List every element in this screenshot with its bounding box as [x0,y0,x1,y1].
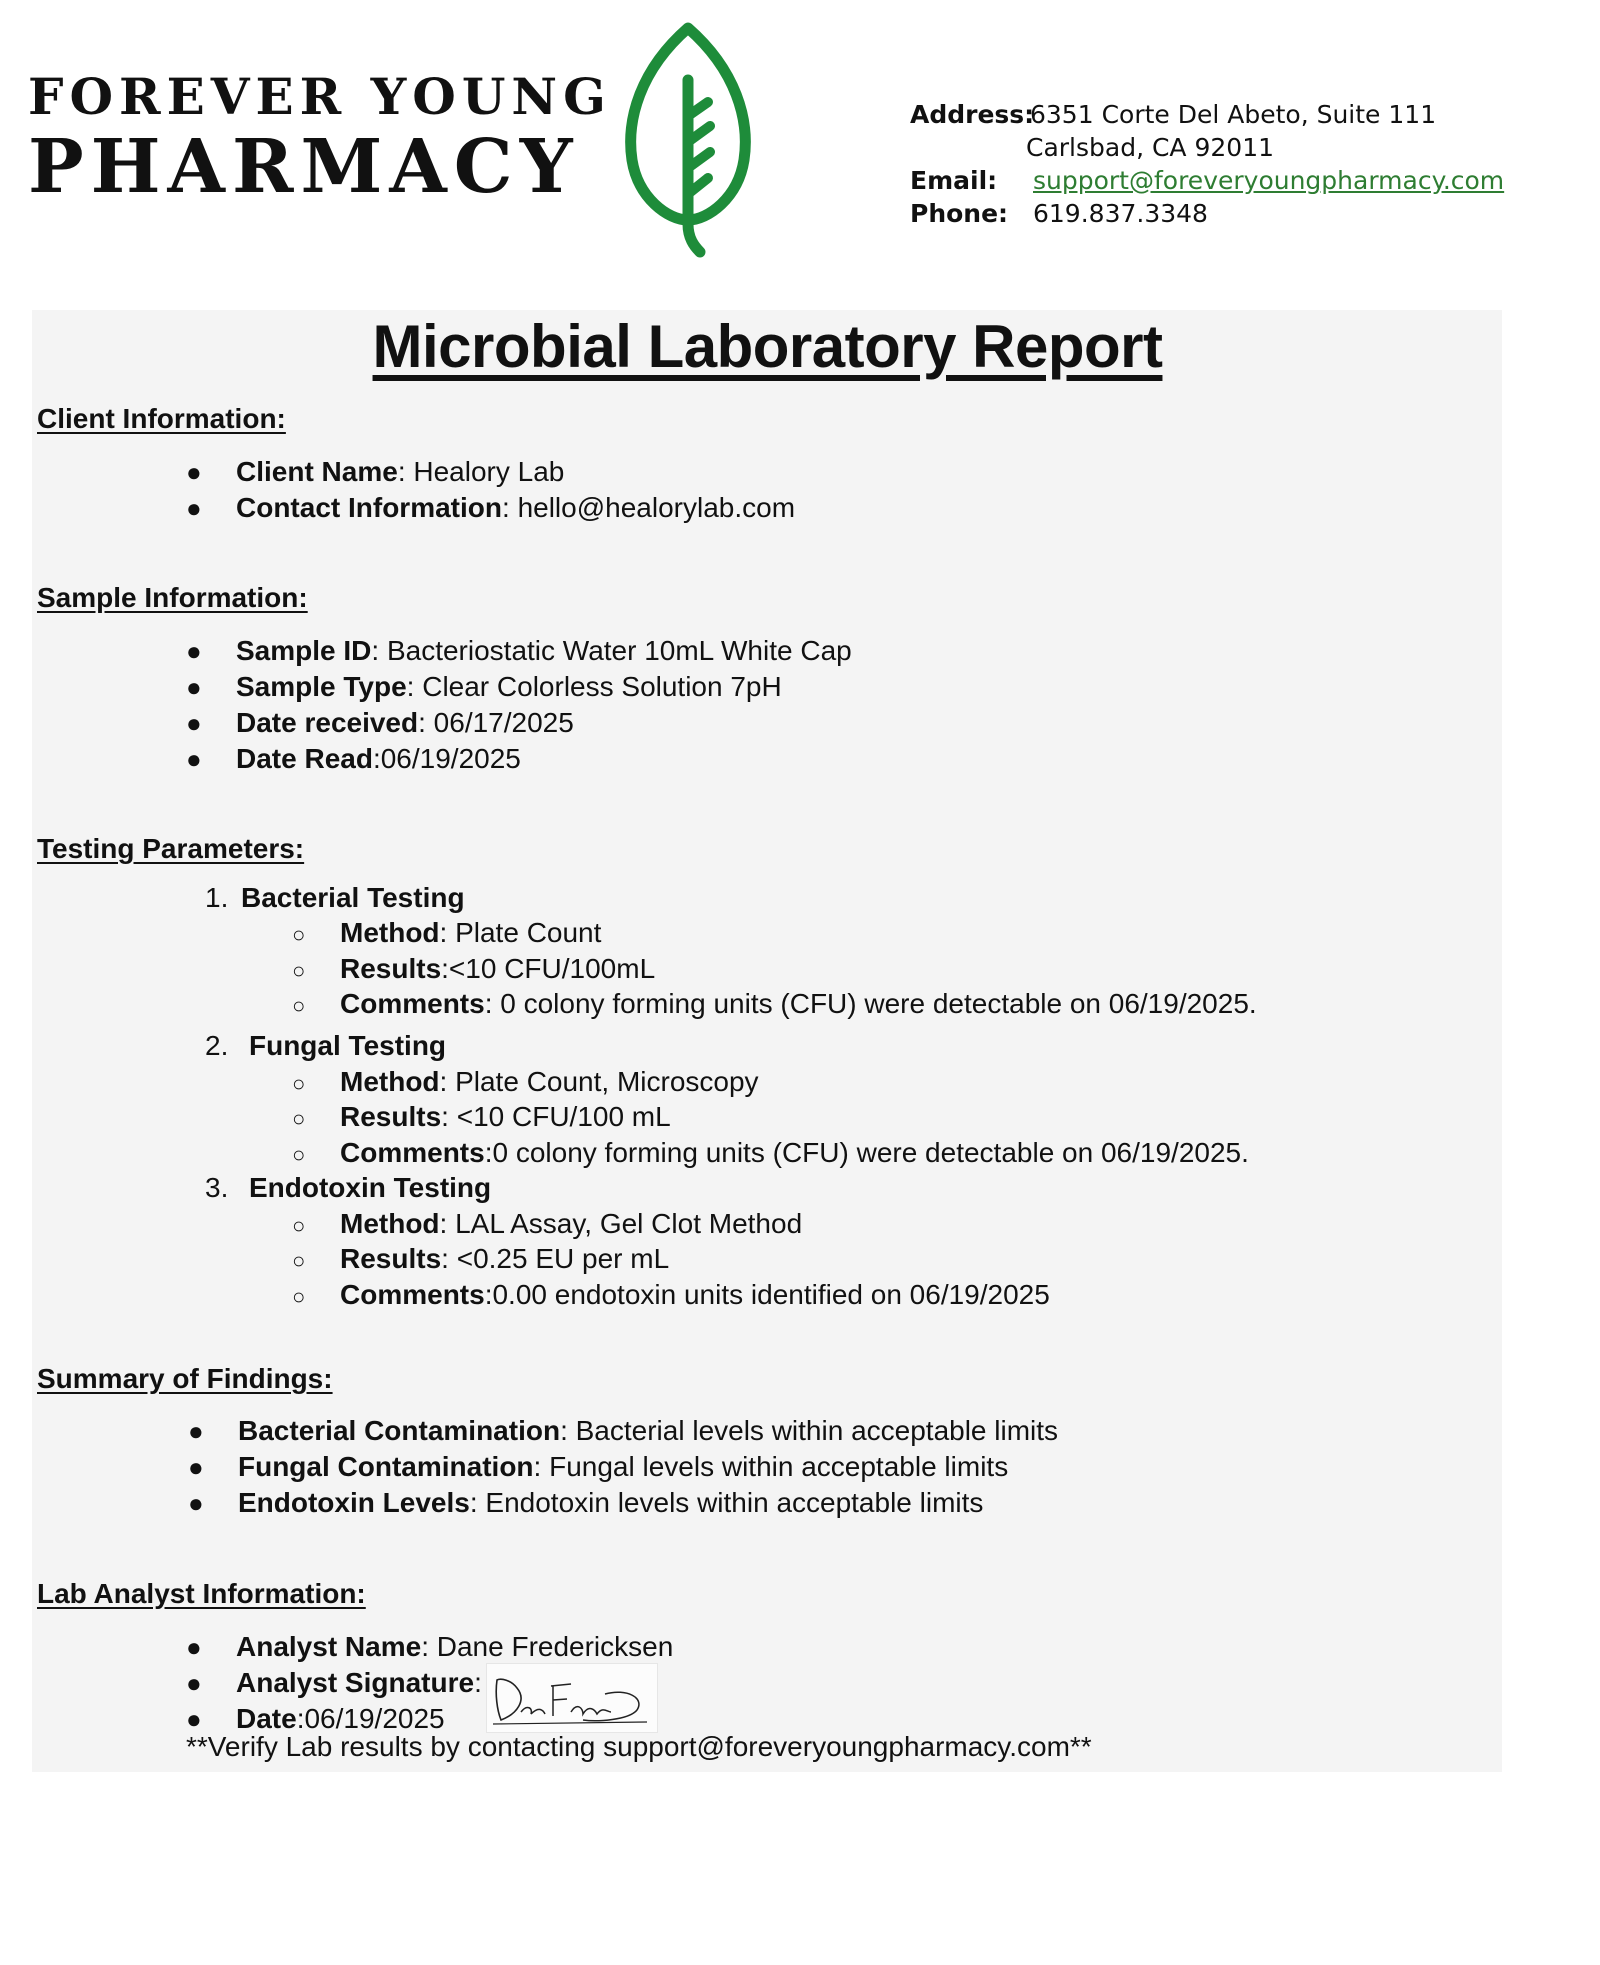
item-value: Healory Lab [413,456,565,487]
list-item [188,1413,1058,1449]
test-number: 3. [205,1172,229,1203]
comments-label: Comments [340,988,485,1019]
test-fungal-method [292,1066,759,1098]
circle-bullet: ○ [292,922,306,947]
verify-note: **Verify Lab results by contacting support@foreveryoungpharmacy.com** [186,1731,1092,1762]
results-value: :<10 CFU/100mL [441,953,656,984]
sample-info-list [186,633,852,777]
circle-bullet: ○ [292,1213,306,1238]
test-endotoxin-method [292,1208,802,1240]
results-label: Results [340,953,442,984]
list-item [186,669,852,705]
circle-bullet: ○ [292,958,306,983]
test-endotoxin-comments [292,1279,1050,1311]
item-value: 06/19/2025 [380,743,521,774]
summary-heading: Summary of Findings: [37,1363,333,1394]
item-sep: : [372,743,381,774]
item-label: Date Read [236,743,373,774]
test-bacterial-results [292,953,655,985]
item-label: Fungal Contamination [238,1451,534,1482]
address-line-1: 6351 Corte Del Abeto, Suite 111 [1030,100,1437,129]
item-sep: : [560,1415,576,1446]
method-label: Method [340,1066,440,1097]
test-fungal-results [292,1101,671,1133]
list-item [188,1449,1058,1485]
item-label: Bacterial Contamination [238,1415,561,1446]
bullet: ● [186,636,202,666]
test-number: 2. [205,1030,229,1061]
bullet: ● [186,1668,202,1698]
test-name: Fungal Testing [249,1030,447,1061]
item-sep: : [469,1487,486,1518]
test-number: 1. [205,882,229,913]
item-value: Clear Colorless Solution 7pH [422,671,782,702]
item-value: Bacterial levels within acceptable limits [575,1415,1059,1446]
comments-label: Comments [340,1279,485,1310]
test-endotoxin [205,1172,491,1204]
list-item [186,741,852,777]
item-label: Sample ID [236,635,372,666]
item-label: Analyst Signature [236,1667,475,1698]
item-sep: : [533,1451,550,1482]
comments-value: : 0 colony forming units (CFU) were detectable on 06/19/2025. [484,988,1257,1019]
item-label: Date [236,1703,297,1734]
contact-block [910,98,1504,230]
phone-row [910,197,1504,230]
item-sep: : [474,1667,482,1698]
pharmacy-logo-text [28,67,612,210]
list-item [186,1629,673,1665]
bullet: ● [186,744,202,774]
bullet: ● [188,1452,204,1482]
comments-value: :0 colony forming units (CFU) were detectable on 06/19/2025. [484,1137,1249,1168]
comments-value: :0.00 endotoxin units identified on 06/19/2025 [484,1279,1050,1310]
item-value: Bacteriostatic Water 10mL White Cap [386,635,852,666]
testing-params-heading: Testing Parameters: [37,833,305,864]
list-item [186,454,795,490]
test-endotoxin-results [292,1243,669,1275]
phone-label: Phone: [910,199,1009,228]
bullet: ● [188,1416,204,1446]
item-label: Analyst Name [236,1631,422,1662]
item-label: Sample Type [236,671,407,702]
email-row [910,164,1504,197]
analyst-signature-image [486,1663,658,1733]
results-label: Results [340,1243,442,1274]
test-fungal-comments [292,1137,1249,1169]
circle-bullet: ○ [292,1248,306,1273]
test-bacterial-method [292,917,601,949]
method-label: Method [340,1208,440,1239]
item-sep: : [406,671,423,702]
sample-info-heading: Sample Information: [37,582,308,613]
item-sep: : [418,707,434,738]
leaf-logo-icon [620,20,756,260]
bullet: ● [186,708,202,738]
method-value: : Plate Count [439,917,602,948]
analyst-name: : Dane Fredericksen [421,1631,674,1662]
item-sep: : [502,492,518,523]
results-label: Results [340,1101,442,1132]
logo-line-1: FOREVER YOUNG [28,67,612,126]
address-line-2: Carlsbad, CA 92011 [1026,133,1275,162]
circle-bullet: ○ [292,1142,306,1167]
logo-line-2: PHARMACY [28,124,580,210]
circle-bullet: ○ [292,1284,306,1309]
item-value: Endotoxin levels within acceptable limits [485,1487,984,1518]
analyst-heading: Lab Analyst Information: [37,1578,366,1609]
circle-bullet: ○ [292,993,306,1018]
item-label: Date received [236,707,419,738]
address-line-2-row [910,131,1504,164]
bullet: ● [186,1632,202,1662]
results-value: : <10 CFU/100 mL [441,1101,671,1132]
item-label: Endotoxin Levels [238,1487,470,1518]
bullet: ● [188,1488,204,1518]
email-label: Email: [910,166,998,195]
item-sep: : [371,635,387,666]
email-link[interactable]: support@foreveryoungpharmacy.com [1033,166,1505,195]
comments-label: Comments [340,1137,485,1168]
phone-number: 619.837.3348 [1033,199,1208,228]
list-item [188,1485,1058,1521]
analyst-date: :06/19/2025 [296,1703,445,1734]
test-fungal [205,1030,446,1062]
method-value: : LAL Assay, Gel Clot Method [439,1208,803,1239]
item-value: 06/17/2025 [433,707,574,738]
client-info-heading: Client Information: [37,403,286,434]
method-value: : Plate Count, Microscopy [439,1066,759,1097]
item-value: Fungal levels within acceptable limits [549,1451,1009,1482]
client-info-list [186,454,795,526]
list-item [186,705,852,741]
results-value: : <0.25 EU per mL [441,1243,670,1274]
item-label: Client Name [236,456,398,487]
test-bacterial-comments [292,988,1257,1020]
test-name: Endotoxin Testing [249,1172,492,1203]
item-label: Contact Information [236,492,502,523]
circle-bullet: ○ [292,1106,306,1131]
bullet: ● [186,493,202,523]
test-bacterial [205,882,465,914]
report-title: Microbial Laboratory Report [372,313,1163,380]
address-label: Address: [910,100,1035,129]
test-name: Bacterial Testing [241,882,465,913]
item-value: hello@healorylab.com [517,492,796,523]
address-row [910,98,1504,131]
circle-bullet: ○ [292,1071,306,1096]
method-label: Method [340,917,440,948]
bullet: ● [186,1704,202,1734]
item-sep: : [397,456,414,487]
bullet: ● [186,672,202,702]
summary-list [188,1413,1058,1521]
list-item [186,633,852,669]
bullet: ● [186,457,202,487]
list-item [186,490,795,526]
